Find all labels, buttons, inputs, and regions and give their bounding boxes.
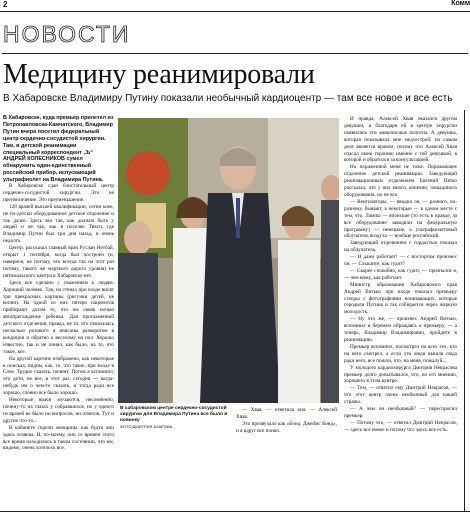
article-lead: В Хабаровске, куда премьер прилетел из Петропавловска-Камчатского, Владимир Путин вчера посетил федеральный центр сердечно-сосудистой хирургии. Там, в детской реанимации специальный корреспондент „Ъ“ АНДРЕЙ КОЛЕСНИКОВ сумел обнаружить один-единственный российский прибор, испускающий ультрафиолет на Владимира Путина. — [3, 115, 114, 184]
paragraph: В Хабаровске сдан блистательный центр сердечно-сосудистой хирургии. Это не преувеличение. Это преуменьшение. — [3, 183, 114, 203]
paragraph: И правда, Алексей Хвая оказался другом девушки, и благодаря ей в центре хирургии появились эти живописные полотна. А девушка, которая показывала мне медсестрой, на самом деле является врачом, потому что Алексей Хвая спасал свою героиню именно с той девушкой, в которой и обратился за консультацией. — [344, 116, 457, 164]
paragraph: Но пораженной меня не тоже. Поражающее отделение детской реанимации. Заведующий реанимационным отделением Евгений Пятко рассказал, что у них много, конечно, лошадиного оборудования, но не все. — [344, 164, 457, 198]
column-3 — [344, 116, 457, 510]
paragraph: Заведующий отделением с гордостью показал на облучатель. — [344, 240, 457, 254]
paragraph: Центр, рассказал главный врач Руслан Нетбай, открыт 1 сентября, когда был построен (и, наверное, не потому, что всегда так на этот раз потому, такого же мертвого дорого уровня) не пятимальского центра в Хабаровске нет. — [3, 245, 114, 279]
article-photo — [118, 118, 339, 403]
paragraph: Некоторые врачи мучаются, несомненно, почему-то на глазах у собравшихся, но у одного из врачей не было ни вопросов, ни ответов. Тут и другие что-то... — [3, 397, 114, 424]
paragraph: У молодого кардиохирурга Дмитрия Некрасова премьер долго допытывался, что, по его мнению, хорошего в этом центре. — [344, 364, 457, 385]
paragraph: — Потому что, — ответил Дмитрий Некрасов, — здесь все новое и потому что здесь все есть. — [344, 419, 457, 433]
right-column-rule — [464, 110, 465, 512]
column-1 — [3, 183, 114, 508]
paragraph: — Вентиляторы, — вводил он, — разного, по-разному, бывают, а некоторые — в одном месте с тем, что. Лампы — японские (то есть в правде, за все оборудование заводили на федеральную программу) — немецкие, а ультрафиолетовый облучатель воздуха — вообще российский. — [344, 198, 457, 240]
photo-caption — [120, 406, 230, 430]
paragraph: 128 врачей высшей квалификации, сотни коек, не по-детски оборудованное детское отделение и так далее. Здесь все так, как должно быть у людей и не так, как в поселке Тикси, где Владимир Путин был три дня назад, и очень недолго. — [3, 203, 114, 245]
photo-illustration — [118, 118, 339, 403]
top-rule — [0, 0, 470, 12]
page-number: 2 — [3, 0, 8, 9]
paragraph: Здесь все сделано с уважением к людям. Хороший человек. Так, на стенах при входе висят три прекрасных картины (рисунки детей, не копии). На одной из них пятеро пациентов прибирают дотом то, что им свояк ночью автопрегаждение ребенка. Для прогламенной детского отделения, правда, не то, что показалась несколько розового и вписаны разворотом в кондиции и обратно к веселому на пол. Хорошо известно, так и не понял, как было, на то, что такое, все. — [3, 279, 114, 355]
article-subheadline: В Хабаровске Владимиру Путину показали необычный кардиоцентр — там все новое и все есть — [3, 93, 453, 104]
bottom-rule — [0, 511, 470, 512]
paragraph: — Тем, — ответил ему Дмитрий Некрасов, — что этот центр очень необычный для нашей страны. — [344, 385, 457, 406]
paragraph: — Скорее спокойно, как гудит, — признался я, — чем вижу, как работает. — [344, 267, 457, 281]
photo-credit: ФОТО ДМИТРИЯ АЗАРОВА — [120, 424, 173, 429]
paragraph: — А чем он необычный? — переспросил премьер. — [344, 406, 457, 419]
newspaper-name: Комм — [451, 0, 470, 7]
rubric-divider — [2, 53, 468, 54]
paragraph: — Ну что же, — произнес Андрей Витько, вспомнил и бережно обращаясь к премьеру, — а теперь, Владимир Владимирович, пройдите в реанимацию. — [344, 316, 457, 343]
column-2 — [236, 407, 337, 507]
article-headline: Медицину реанимировали — [3, 59, 315, 90]
section-rubric: НОВОСТИ — [3, 21, 131, 47]
paragraph: — И даже работает! — с восторгом произнес он. — Слышите, как гудит? — [344, 254, 457, 268]
paragraph: Премьер вспомнил, посмотрел на всех тех, кто на него смотрел, а если эти люди вышли сюда ради него, все пошли, что, на меня, пожалуй... — [344, 343, 457, 364]
paragraph: На другой картине изображено, как некоторые в поисках, видим, как, то, что такое, при входе в Соче. Трудно сказать, почему. Потом я вспомнил, что дети, не все, в этот раз, сегодня — когда-нибудь им о чем-то сказать, и тогда ради все хорошо, словно все было хорошо. — [3, 355, 114, 397]
paragraph: Министр образования Хабаровского края Андрей Витько при входе показал премьеру стенды с фотографиями понимающих, которые городили Путина и так собирается через жаркую молодость. — [344, 281, 457, 316]
paragraph: Это прозвучало как «Бонд. Джеймс Бонд», и я вдруг все понял. — [236, 420, 337, 434]
paragraph: В кабинете сидели женщины, как будто они здесь хозяева. И, по-моему, они со времен этого все время находились в таком состоянии, что им, видимо, очень хотелось все. — [3, 424, 114, 452]
paragraph: — Хвая, — ответила она. — Алексей Хвая. — [236, 407, 337, 420]
caption-text: В хабаровском центре сердечно-сосудистой хирургии для Владимира Путина все было в новинку — [120, 406, 228, 423]
